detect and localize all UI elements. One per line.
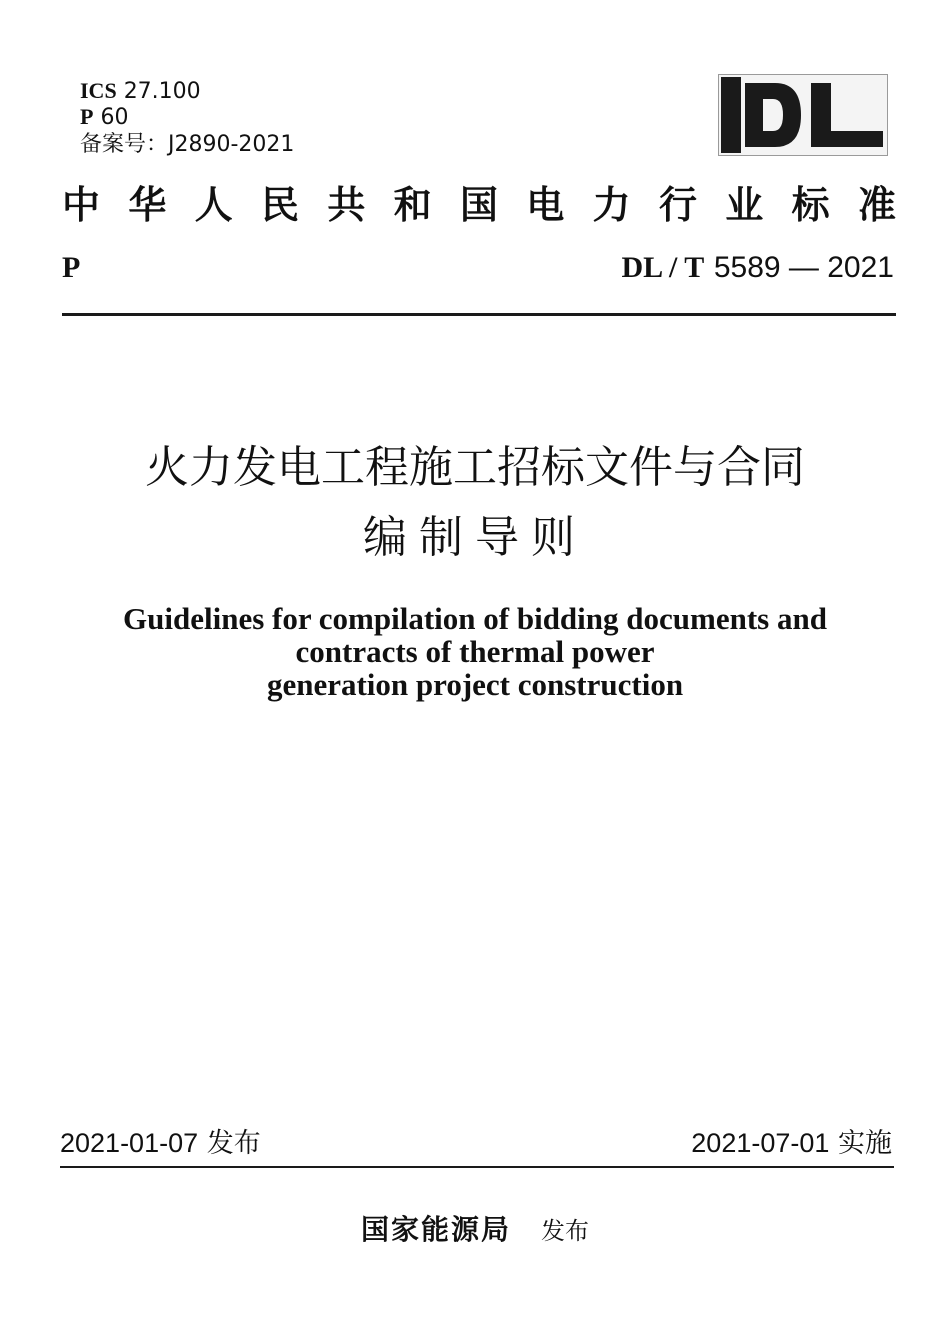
ics-value: 27.100 [123, 79, 201, 104]
header-divider [62, 313, 896, 316]
title-en-line: contracts of thermal power [295, 634, 655, 669]
title-en-line: generation project construction [266, 667, 684, 702]
standard-type-char: 中 [62, 182, 101, 227]
title-cn-line2: 编制导则 [363, 512, 587, 563]
title-cn-line1: 火力发电工程施工招标文件与合同 [145, 442, 805, 493]
issue-date [60, 1126, 261, 1161]
publisher-organization: 国家能源局 [360, 1213, 511, 1246]
implement-date-value: 2021-07-01 [691, 1128, 830, 1158]
standard-type-char: 标 [791, 182, 830, 227]
filing-label: 备案号： [80, 132, 169, 157]
ccs-value: 60 [100, 105, 129, 130]
ccs-code [80, 104, 128, 131]
ics-code [80, 78, 201, 105]
implement-date [691, 1126, 892, 1161]
standard-number-value: 5589 — 2021 [713, 251, 894, 284]
title-en-line: Guidelines for compilation of bidding documents and [123, 601, 827, 636]
standard-type-char: 共 [327, 182, 366, 227]
standard-type-char: 人 [194, 182, 233, 227]
ics-label: ICS [80, 78, 117, 103]
issue-date-value: 2021-01-07 [60, 1128, 199, 1158]
category-code: P [62, 251, 81, 284]
ccs-label: P [80, 104, 94, 129]
standard-type-char: 电 [526, 182, 565, 227]
filing-value: J2890-2021 [168, 132, 295, 157]
standard-type-char: 民 [260, 182, 299, 227]
publisher [0, 1208, 950, 1248]
standard-type-char: 和 [393, 182, 432, 227]
standard-type-char: 国 [459, 182, 498, 227]
standard-type-title [62, 182, 896, 228]
footer-divider [60, 1166, 894, 1168]
dl-logo-mark [719, 75, 887, 155]
standard-type-char: 业 [725, 182, 764, 227]
title-en [40, 602, 910, 701]
standard-type-char: 行 [658, 182, 697, 227]
standard-number-prefix: DL / T [621, 251, 705, 284]
issue-date-label: 发布 [206, 1128, 261, 1159]
dl-logo [718, 74, 888, 156]
standard-type-char: 华 [128, 182, 167, 227]
standard-type-char: 力 [592, 182, 631, 227]
publisher-action: 发布 [541, 1217, 589, 1245]
filing-number [80, 132, 294, 158]
standard-type-char: 准 [857, 182, 896, 227]
implement-date-label: 实施 [838, 1128, 892, 1159]
standard-number [621, 250, 894, 286]
